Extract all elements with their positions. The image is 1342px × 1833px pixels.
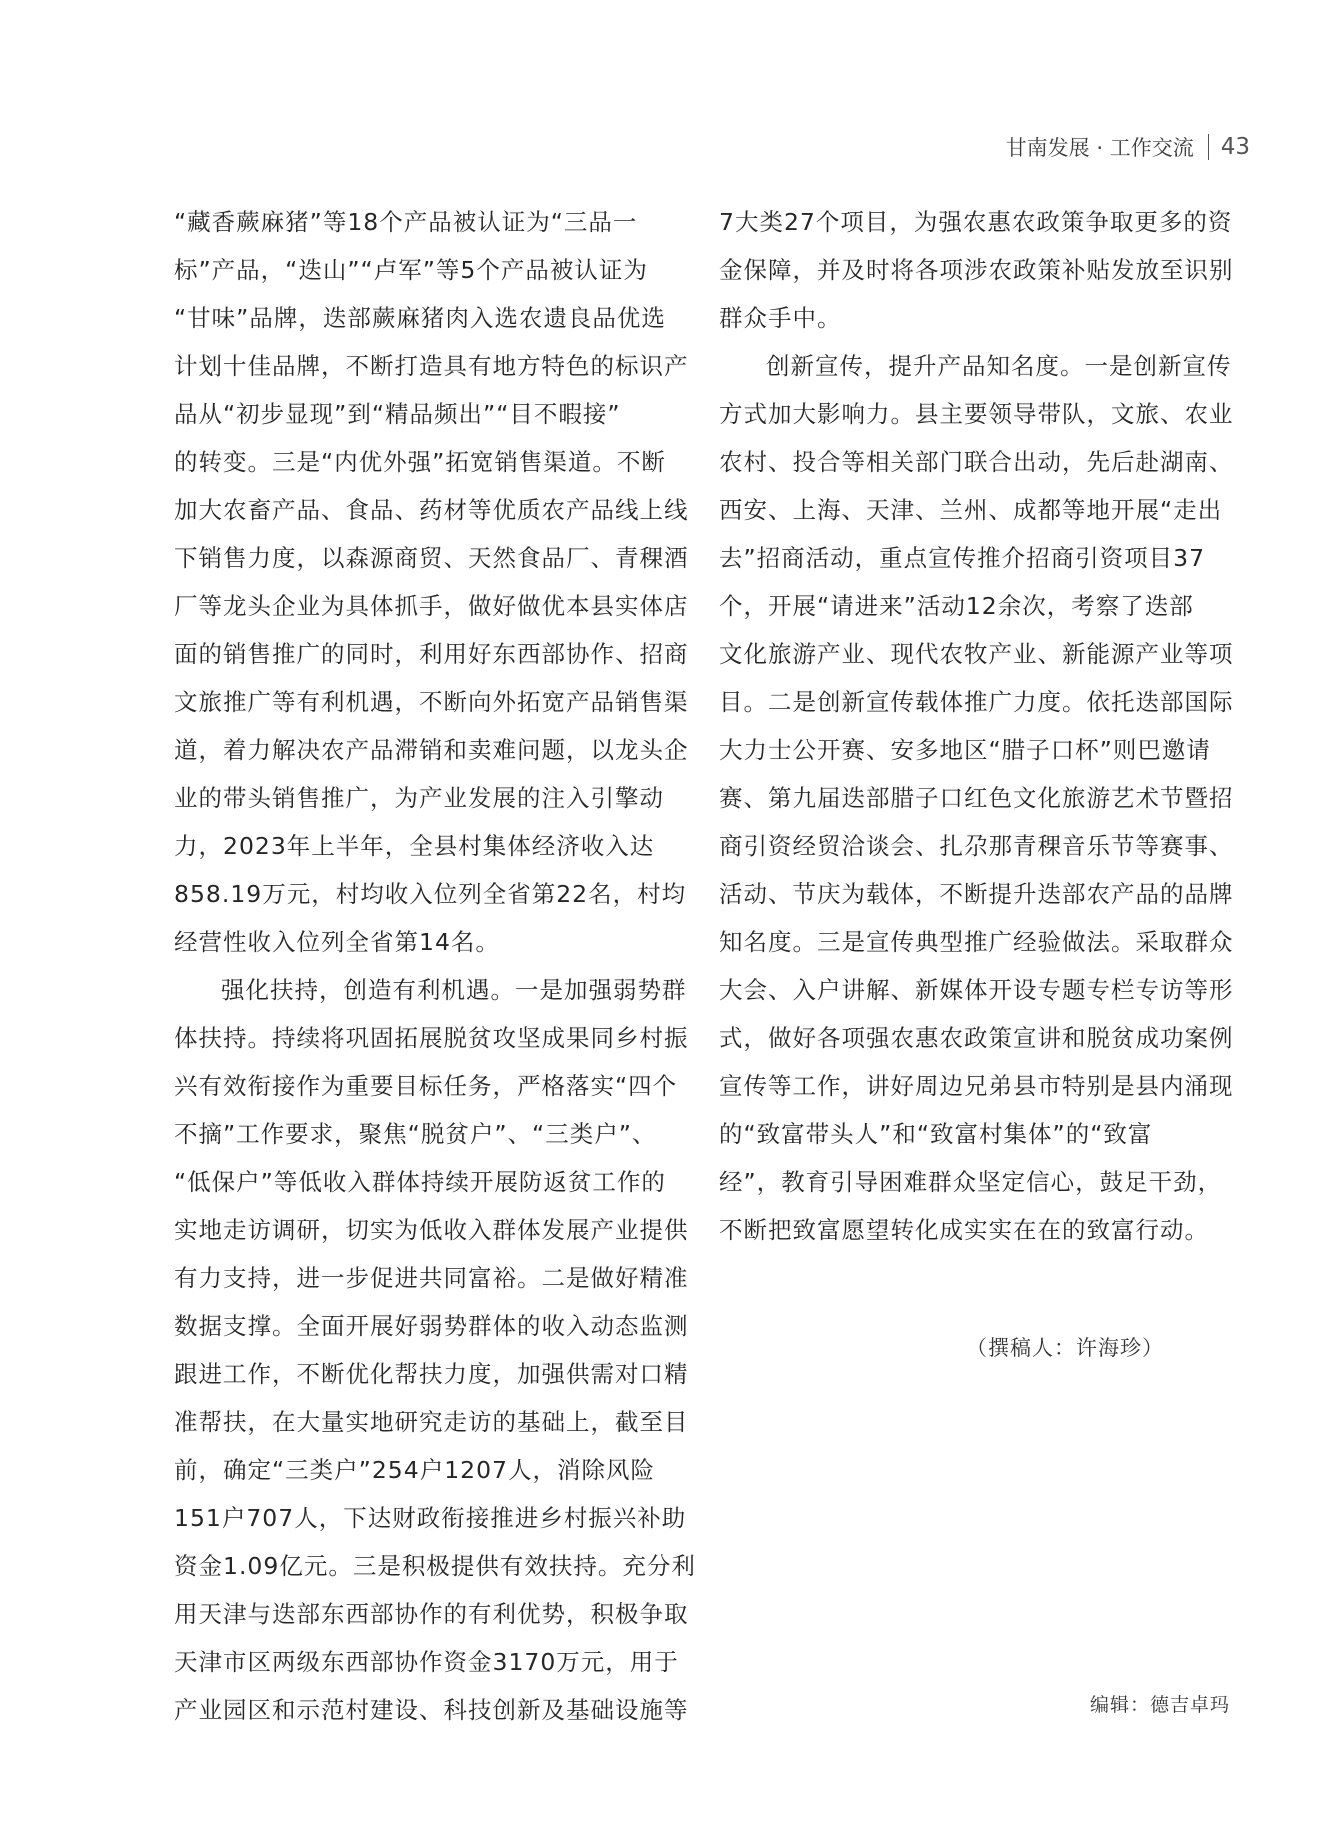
text-line: 个，开展“请进来”活动12余次，考察了迭部: [719, 592, 1194, 620]
text-line: 加大农畜产品、食品、药材等优质农产品线上线: [174, 496, 689, 524]
text-line: 经”，教育引导困难群众坚定信心，鼓足干劲，: [719, 1168, 1223, 1196]
text-line: 农村、投合等相关部门联合出动，先后赴湖南、: [719, 448, 1234, 476]
text-line: 有力支持，进一步促进共同富裕。二是做好精准: [174, 1264, 689, 1292]
text-line: “甘味”品牌，迭部蕨麻猪肉入选农遗良品优选: [174, 304, 666, 332]
text-line: 151户707人，下达财政衔接推进乡村振兴补助: [174, 1504, 687, 1532]
text-line: 跟进工作，不断优化帮扶力度，加强供需对口精: [174, 1360, 689, 1388]
text-line: 资金1.09亿元。三是积极提供有效扶持。充分利: [174, 1552, 696, 1580]
text-line: 产业园区和示范村建设、科技创新及基础设施等: [174, 1696, 689, 1724]
text-line: 数据支撑。全面开展好弱势群体的收入动态监测: [174, 1312, 689, 1340]
text-line: 知名度。三是宣传典型推广经验做法。采取群众: [719, 928, 1234, 956]
left-column: [174, 198, 694, 1734]
text-line: 大会、入户讲解、新媒体开设专题专栏专访等形: [719, 976, 1234, 1004]
text-line: 目。二是创新宣传载体推广力度。依托迭部国际: [719, 688, 1234, 716]
text-line: 858.19万元，村均收入位列全省第22名，村均: [174, 880, 687, 908]
text-line: 道，着力解决农产品滞销和卖难问题，以龙头企: [174, 736, 689, 764]
running-header: [1006, 132, 1250, 162]
text-line: 天津市区两级东西部协作资金3170万元，用于: [174, 1648, 679, 1676]
text-line: 去”招商活动，重点宣传推介招商引资项目37: [719, 544, 1206, 572]
text-line: 商引资经贸洽谈会、扎尕那青稞音乐节等赛事、: [719, 832, 1234, 860]
text-line: 品从“初步显现”到“精品频出”“目不暇接”: [174, 400, 621, 428]
right-column: [719, 198, 1239, 1254]
text-line: 文化旅游产业、现代农牧产业、新能源产业等项: [719, 640, 1234, 668]
section-title: 甘南发展 · 工作交流: [1005, 136, 1194, 160]
text-line: 创新宣传，提升产品知名度。一是创新宣传: [766, 352, 1232, 380]
text-line: 经营性收入位列全省第14名。: [174, 928, 500, 956]
text-line: 实地走访调研，切实为低收入群体发展产业提供: [174, 1216, 689, 1244]
header-divider: [1208, 134, 1209, 160]
text-line: 计划十佳品牌，不断打造具有地方特色的标识产: [174, 352, 689, 380]
text-line: 活动、节庆为载体，不断提升迭部农产品的品牌: [719, 880, 1234, 908]
text-line: 厂等龙头企业为具体抓手，做好做优本县实体店: [174, 592, 689, 620]
text-line: “低保户”等低收入群体持续开展防返贫工作的: [174, 1168, 666, 1196]
text-line: 不摘”工作要求，聚焦“脱贫户”、“三类户”、: [174, 1120, 657, 1148]
text-line: 方式加大影响力。县主要领导带队，文旅、农业: [719, 400, 1234, 428]
text-line: 用天津与迭部东西部协作的有利优势，积极争取: [174, 1600, 689, 1628]
text-line: 标”产品，“迭山”“卢军”等5个产品被认证为: [174, 256, 648, 284]
text-line: 西安、上海、天津、兰州、成都等地开展“走出: [719, 496, 1223, 524]
text-line: 前，确定“三类户”254户1207人，消除风险: [174, 1456, 656, 1484]
text-line: 的“致富带头人”和“致富村集体”的“致富: [719, 1120, 1153, 1148]
text-line: 不断把致富愿望转化成实实在在的致富行动。: [719, 1216, 1209, 1244]
text-line: 准帮扶，在大量实地研究走访的基础上，截至目: [174, 1408, 689, 1436]
text-line: 大力士公开赛、安多地区“腊子口杯”则巴邀请: [719, 736, 1211, 764]
text-line: 兴有效衔接作为重要目标任务，严格落实“四个: [174, 1072, 678, 1100]
page-number: 43: [1220, 134, 1250, 160]
author-credit: （撰稿人：许海珍）: [966, 1336, 1164, 1360]
editor-credit: 编辑：德吉卓玛: [1090, 1694, 1231, 1716]
text-line: 业的带头销售推广，为产业发展的注入引擎动: [174, 784, 664, 812]
text-line: 群众手中。: [719, 304, 842, 332]
text-line: 的转变。三是“内优外强”拓宽销售渠道。不断: [174, 448, 666, 476]
text-line: 宣传等工作，讲好周边兄弟县市特别是县内涌现: [719, 1072, 1234, 1100]
text-line: 文旅推广等有利机遇，不断向外拓宽产品销售渠: [174, 688, 689, 716]
text-line: 金保障，并及时将各项涉农政策补贴发放至识别: [719, 256, 1234, 284]
text-line: 7大类27个项目，为强农惠农政策争取更多的资: [719, 208, 1233, 236]
text-line: 赛、第九届迭部腊子口红色文化旅游艺术节暨招: [719, 784, 1234, 812]
text-line: 力，2023年上半年，全县村集体经济收入达: [174, 832, 655, 860]
text-line: 强化扶持，创造有利机遇。一是加强弱势群: [221, 976, 687, 1004]
text-line: “藏香蕨麻猪”等18个产品被认证为“三品一: [174, 208, 638, 236]
text-line: 体扶持。持续将巩固拓展脱贫攻坚成果同乡村振: [174, 1024, 689, 1052]
text-line: 面的销售推广的同时，利用好东西部协作、招商: [174, 640, 689, 668]
text-line: 式，做好各项强农惠农政策宣讲和脱贫成功案例: [719, 1024, 1234, 1052]
text-line: 下销售力度，以森源商贸、天然食品厂、青稞酒: [174, 544, 689, 572]
